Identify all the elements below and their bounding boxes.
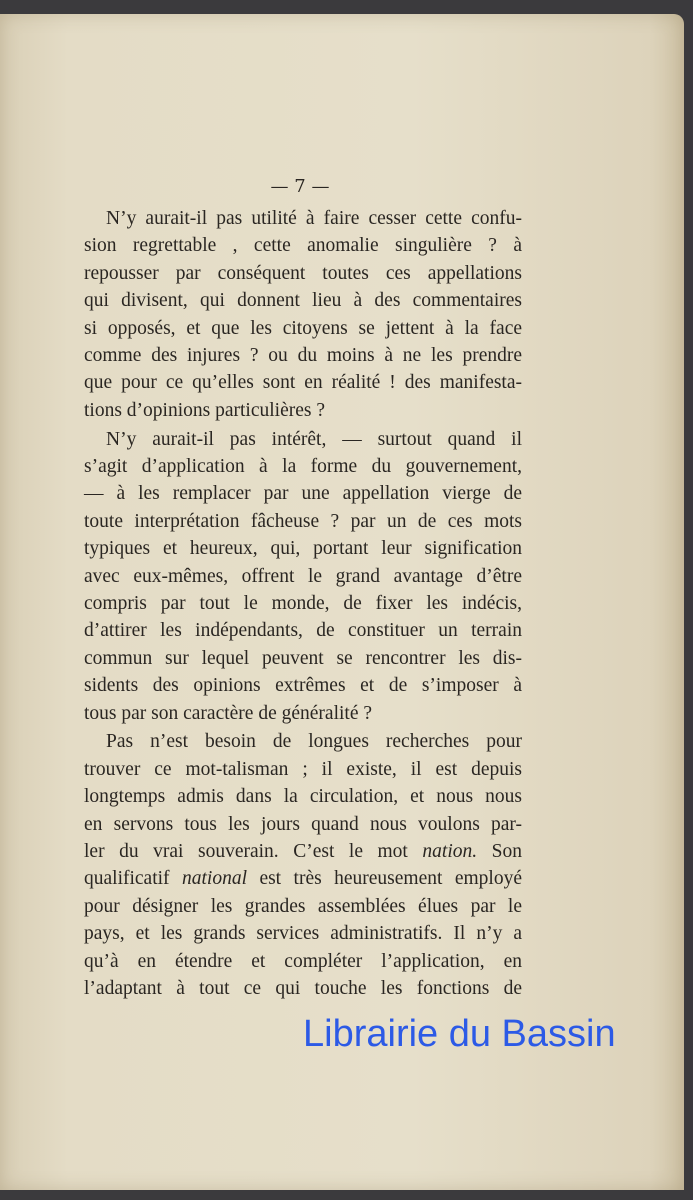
text-line: tions d’opinions particulières ? — [84, 399, 325, 421]
text-line: que pour ce qu’elles sont en réalité ! des manifesta- — [84, 372, 522, 394]
italic-word: nation. — [422, 840, 478, 862]
text-line: longtemps admis dans la circulation, et nous nous — [84, 786, 522, 808]
text-line — [84, 865, 522, 892]
text-line: d’attirer les indépendants, de constituer un terrain — [84, 620, 522, 642]
text-line: N’y aurait-il pas utilité à faire cesser cette confu- — [106, 208, 522, 229]
text-line: qui divisent, qui donnent lieu à des commentaires — [84, 290, 522, 312]
italic-word: national — [181, 868, 247, 890]
text-line: N’y aurait-il pas intérêt, — surtout quand il — [106, 428, 522, 450]
text-line: trouver ce mot-talisman ; il existe, il est depuis — [84, 758, 522, 780]
text-line: sion regrettable , cette anomalie singulière ? à — [84, 235, 522, 257]
text-line: repousser par conséquent toutes ces appellations — [84, 262, 522, 284]
text-line: toute interprétation fâcheuse ? par un de ces mots — [84, 510, 522, 532]
paragraph-3 — [84, 728, 522, 1002]
text-segment: ler du vrai souverain. C’est le mot — [84, 840, 408, 862]
text-line: pour désigner les grandes assemblées élues par le — [84, 895, 522, 917]
text-line: tous par son caractère de généralité ? — [84, 702, 373, 724]
text-line: l’adaptant à tout ce qui touche les fonctions de — [84, 977, 522, 999]
text-line: compris par tout le monde, de fixer les indécis, — [84, 592, 522, 614]
text-line: comme des injures ? ou du moins à ne les prendre — [84, 344, 522, 366]
text-line — [84, 838, 522, 865]
paragraph-2 — [84, 426, 522, 727]
watermark: Librairie du Bassin — [303, 1013, 616, 1055]
page-text — [84, 205, 522, 1004]
text-line: typiques et heureux, qui, portant leur signification — [84, 538, 522, 560]
text-line: s’agit d’application à la forme du gouvernement, — [84, 456, 522, 478]
text-line: avec eux-mêmes, offrent le grand avantage d’être — [84, 565, 522, 587]
paragraph-1 — [84, 205, 522, 424]
text-segment: Son — [491, 840, 523, 862]
text-segment: est très heureusement employé — [259, 868, 522, 890]
text-line: — à les remplacer par une appellation vierge de — [84, 483, 522, 505]
text-segment: qualificatif — [84, 868, 170, 890]
text-line: pays, et les grands services administratifs. Il n’y a — [84, 923, 522, 945]
page-number: — 7 — — [270, 176, 330, 197]
text-line: en servons tous les jours quand nous voulons par- — [84, 813, 522, 835]
text-line: sidents des opinions extrêmes et de s’imposer à — [84, 675, 522, 697]
text-line: commun sur lequel peuvent se rencontrer les dis- — [84, 647, 522, 669]
text-line: Pas n’est besoin de longues recherches pour — [106, 731, 522, 753]
text-line: qu’à en étendre et compléter l’application, en — [84, 950, 522, 972]
text-line: si opposés, et que les citoyens se jettent à la face — [84, 317, 522, 339]
